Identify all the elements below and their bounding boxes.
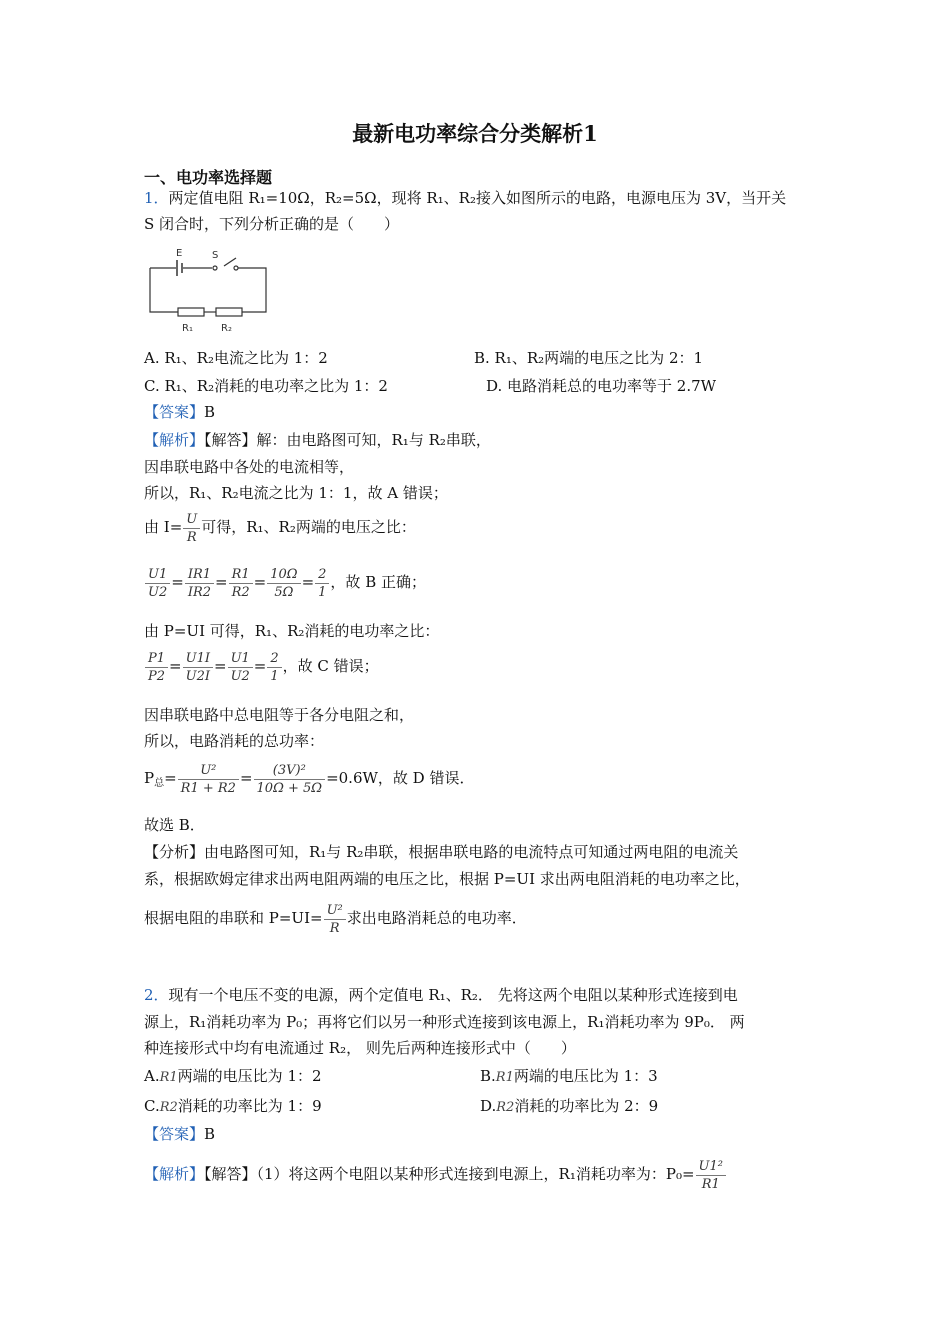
q1-equation-tail: =0.6W，故 D 错误． <box>326 769 475 787</box>
q1-equation-power-ratio: $\frac{P1}{P2}$ = $\frac{U1I}{U2I}$ = $\frac{U1}{U2}$ = $\frac{2}{1}$ ，故 C 错误； <box>144 646 379 686</box>
fraction-denominator: R1 <box>701 1176 720 1192</box>
q1-answer-value: B <box>204 403 216 421</box>
fraction-denominator: 1 <box>318 584 327 600</box>
fraction-denominator: R <box>186 529 197 545</box>
q2-answer-value: B <box>204 1125 216 1143</box>
q2-line1 <box>144 985 738 1005</box>
q1-option-c: C. R₁、R₂消耗的电功率之比为 1：2 <box>144 377 388 395</box>
q1-step-5: 因串联电路中总电阻等于各分电阻之和， <box>144 706 415 724</box>
fraction-denominator: U2I <box>185 668 210 684</box>
fraction-denominator: U2 <box>148 584 168 600</box>
option-letter: D. <box>480 1097 497 1115</box>
fraction-numerator: U1 <box>145 566 170 584</box>
fraction-numerator: 2 <box>267 650 281 668</box>
q2-option-c <box>144 1096 322 1118</box>
q2-stem-3: 种连接形式中均有电流通过 R₂， 则先后两种连接形式中（ ） <box>144 1039 576 1057</box>
fraction-numerator: R1 <box>229 566 253 584</box>
q2-option-d <box>480 1096 658 1118</box>
fraction-numerator: IR1 <box>185 566 214 584</box>
ohm-law-fraction <box>183 511 200 546</box>
q2-analysis <box>144 1152 727 1196</box>
fraction-numerator: U² <box>178 762 239 780</box>
fraction-denominator: U2 <box>230 668 250 684</box>
fraction-denominator: P2 <box>148 668 166 684</box>
total-power-subscript: 总 <box>154 778 165 789</box>
fraction-denominator: 5Ω <box>274 584 294 600</box>
option-letter: A. <box>144 1067 160 1085</box>
q1-equation-total-power: $P_总=$ $\frac{\text{U²}}{R1 + R2}$ = $\frac{\text{(3V)²}}{10\Omega + 5\Omega}$ =0.6W，故 D 错误． <box>144 762 475 796</box>
option-text: 消耗的功率比为 1：9 <box>177 1097 322 1115</box>
q1-option-d: D. 电路消耗总的电功率等于 2.7W <box>486 377 717 395</box>
fraction-denominator: R <box>329 920 340 936</box>
circuit-label-r2: R₂ <box>221 323 232 334</box>
q1-step-3 <box>144 508 416 546</box>
q1-option-b: B. R₁、R₂两端的电压之比为 2：1 <box>474 349 704 367</box>
q1-answer <box>144 402 215 422</box>
q1-equation-voltage-ratio: $\frac{U1}{U2}$ = $\frac{IR1}{IR2}$ = $\frac{R1}{R2}$ = $\frac{10\Omega}{5\Omega}$ = $\frac{2}{1}$ ，故 B 正确； <box>144 562 426 602</box>
q2-number: 2． <box>144 986 169 1004</box>
q1-step-6: 所以，电路消耗的总功率： <box>144 732 325 750</box>
q1-step-3-post: 可得，R₁、R₂两端的电压之比： <box>201 518 416 536</box>
option-symbol: R2 <box>496 1100 515 1115</box>
fraction-numerator: U1I <box>183 650 213 668</box>
circuit-label-e: E <box>176 248 183 259</box>
fraction <box>229 566 253 601</box>
fraction <box>267 650 281 685</box>
q1-analysis-head <box>144 430 491 450</box>
q1-option-a: A. R₁、R₂电流之比为 1：2 <box>144 349 328 367</box>
q1-step-7: 故选 B． <box>144 816 205 834</box>
q1-step-1: 因串联电路中各处的电流相等， <box>144 458 355 476</box>
fraction-numerator: 2 <box>315 566 329 584</box>
fraction-numerator: U <box>183 511 200 529</box>
fraction-numerator: U1² <box>696 1158 726 1176</box>
fraction-denominator: IR2 <box>187 584 212 600</box>
q2-option-a <box>144 1066 322 1088</box>
option-letter: C. <box>144 1097 160 1115</box>
fraction <box>145 566 170 601</box>
option-text: 两端的电压比为 1：2 <box>177 1067 322 1085</box>
q2-analysis-text: 【解答】（1）将这两个电阻以某种形式连接到电源上，R₁消耗功率为：P₀= <box>204 1165 695 1183</box>
q1-fenxi-3-post: 求出电路消耗总的电功率． <box>346 909 527 927</box>
q2-stem-2: 源上，R₁消耗功率为 P₀；再将它们以另一种形式连接到该电源上，R₁消耗功率为 9P₀． 两 <box>144 1013 745 1031</box>
q2-analysis-tag: 【解析】 <box>144 1165 205 1183</box>
fraction-denominator: R1 + R2 <box>180 780 236 796</box>
q1-analysis-text: 【解答】解：由电路图可知，R₁与 R₂串联， <box>204 431 491 449</box>
q1-stem-1: 两定值电阻 R₁=10Ω，R₂=5Ω，现将 R₁、R₂接入如图所示的电路，电源电压为 3V，当开关 <box>168 189 787 207</box>
q1-stem-2: S 闭合时，下列分析正确的是（ ） <box>144 215 400 233</box>
fraction <box>178 762 239 797</box>
q1-fenxi-2: 系，根据欧姆定律求出两电阻两端的电压之比，根据 P=UI 求出两电阻消耗的电功率之比， <box>144 870 750 888</box>
q2-answer-tag: 【答案】 <box>144 1125 205 1143</box>
fraction <box>267 566 300 601</box>
q1-step-2: 所以，R₁、R₂电流之比为 1：1，故 A 错误； <box>144 484 448 502</box>
q1-equation-tail: ，故 B 正确； <box>330 573 426 591</box>
option-symbol: R1 <box>159 1070 178 1085</box>
q1-step-3-pre: 由 I= <box>144 518 183 536</box>
fraction-denominator: R2 <box>231 584 250 600</box>
option-symbol: R1 <box>495 1070 514 1085</box>
q2-option-b <box>480 1066 658 1088</box>
fraction-denominator: 1 <box>270 668 279 684</box>
total-power-symbol: P <box>144 769 155 787</box>
fraction-numerator: 10Ω <box>267 566 300 584</box>
fraction <box>145 650 168 685</box>
fraction <box>183 650 213 685</box>
q1-analysis-tag: 【解析】 <box>144 431 205 449</box>
q1-fenxi-3 <box>144 898 527 938</box>
option-text: 消耗的功率比为 2：9 <box>514 1097 659 1115</box>
option-symbol: R2 <box>159 1100 178 1115</box>
q1-answer-tag: 【答案】 <box>144 403 205 421</box>
q1-fenxi-3-pre: 根据电阻的串联和 P=UI= <box>144 909 323 927</box>
q1-step-4: 由 P=UI 可得，R₁、R₂消耗的电功率之比： <box>144 622 440 640</box>
fraction-numerator: P1 <box>145 650 168 668</box>
q1-number: 1． <box>144 189 169 207</box>
fraction-numerator: U² <box>324 902 346 920</box>
fraction <box>185 566 214 601</box>
circuit-label-r1: R₁ <box>182 323 193 334</box>
q1-line1 <box>144 188 786 208</box>
fraction <box>696 1158 726 1193</box>
fraction <box>228 650 253 685</box>
section-heading: 一、电功率选择题 <box>144 168 273 187</box>
fraction-numerator: U1 <box>228 650 253 668</box>
q2-answer <box>144 1124 215 1144</box>
q1-fenxi-1: 【分析】由电路图可知，R₁与 R₂串联，根据串联电路的电流特点可知通过两电阻的电流关 <box>144 843 739 861</box>
q1-equation-tail: ，故 C 错误； <box>282 657 379 675</box>
option-letter: B. <box>480 1067 496 1085</box>
circuit-label-s: S <box>212 250 219 261</box>
fraction <box>324 902 346 937</box>
fraction <box>315 566 329 601</box>
q2-stem-1: 现有一个电压不变的电源，两个定值电 R₁、R₂． 先将这两个电阻以某种形式连接到电 <box>168 986 738 1004</box>
page-title: 最新电功率综合分类解析1 <box>352 121 598 146</box>
circuit-diagram <box>144 244 272 336</box>
fraction-numerator: (3V)² <box>254 762 326 780</box>
fraction-denominator: 10Ω + 5Ω <box>256 780 323 796</box>
option-text: 两端的电压比为 1：3 <box>513 1067 658 1085</box>
fraction <box>254 762 326 797</box>
